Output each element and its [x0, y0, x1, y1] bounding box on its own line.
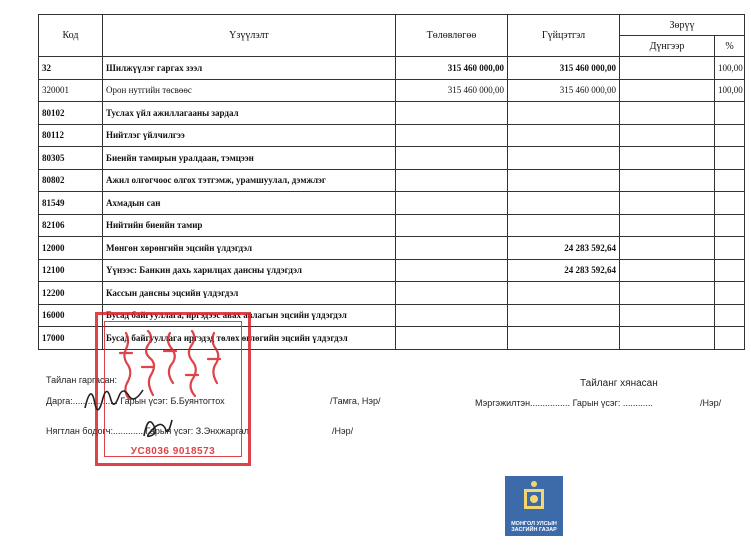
cell-indicator: Мөнгөн хөрөнгийн эцсийн үлдэгдэл: [103, 237, 396, 260]
cell-percent: [715, 237, 745, 260]
cell-code: 12200: [39, 282, 103, 305]
cell-actual: [508, 282, 620, 305]
cell-percent: [715, 259, 745, 282]
cell-percent: [715, 282, 745, 305]
cell-indicator: Үүнээс: Банкин дахь харилцах дансны үлдэгдэл: [103, 259, 396, 282]
cell-indicator: Орон нутгийн төсвөөс: [103, 79, 396, 102]
header-diff: Зөрүү: [620, 15, 745, 36]
cell-actual: [508, 169, 620, 192]
header-plan: Төлөвлөгөө: [396, 15, 508, 57]
cell-plan: [396, 237, 508, 260]
cell-code: 320001: [39, 79, 103, 102]
cell-plan: [396, 214, 508, 237]
cell-code: 80802: [39, 169, 103, 192]
cell-code: 80112: [39, 124, 103, 147]
report-table: [38, 14, 745, 350]
accountant-line: Нягтлан бодогч:.............Гарын үсэг: З.Энхжаргал: [46, 426, 250, 436]
stamp-code: УС8036 9018573: [130, 446, 216, 457]
header-percent: %: [715, 36, 745, 57]
cell-actual: [508, 327, 620, 350]
cell-actual: [508, 124, 620, 147]
header-code: Код: [39, 15, 103, 57]
cell-amount: [620, 304, 715, 327]
cell-code: 80102: [39, 102, 103, 125]
cell-percent: 100,00: [715, 57, 745, 80]
table-row: [39, 192, 745, 215]
accountant-role: /Нэр/: [332, 426, 354, 436]
cell-actual: [508, 102, 620, 125]
cell-amount: [620, 147, 715, 170]
cell-plan: 315 460 000,00: [396, 79, 508, 102]
cell-actual: [508, 147, 620, 170]
cell-indicator: Ахмадын сан: [103, 192, 396, 215]
cell-plan: [396, 169, 508, 192]
cell-amount: [620, 124, 715, 147]
cell-amount: [620, 79, 715, 102]
cell-code: 16000: [39, 304, 103, 327]
cell-percent: [715, 327, 745, 350]
reviewer-line: Мэргэжилтэн................ Гарын үсэг: ............: [475, 398, 653, 408]
table-row: [39, 124, 745, 147]
cell-plan: [396, 304, 508, 327]
cell-plan: [396, 282, 508, 305]
director-role: /Тамга, Нэр/: [330, 396, 381, 406]
cell-code: 12000: [39, 237, 103, 260]
cell-plan: [396, 147, 508, 170]
reviewer-role: /Нэр/: [700, 398, 722, 408]
table-row: [39, 57, 745, 80]
table-row: [39, 147, 745, 170]
cell-plan: [396, 124, 508, 147]
table-row: [39, 102, 745, 125]
cell-percent: [715, 124, 745, 147]
prepared-label: Тайлан гаргасан:: [46, 375, 118, 385]
cell-amount: [620, 192, 715, 215]
cell-amount: [620, 327, 715, 350]
cell-code: 82106: [39, 214, 103, 237]
header-actual: Гүйцэтгэл: [508, 15, 620, 57]
cell-code: 17000: [39, 327, 103, 350]
cell-actual: [508, 192, 620, 215]
table-row: [39, 214, 745, 237]
cell-percent: [715, 192, 745, 215]
cell-code: 81549: [39, 192, 103, 215]
cell-amount: [620, 237, 715, 260]
cell-actual: 315 460 000,00: [508, 79, 620, 102]
cell-code: 32: [39, 57, 103, 80]
cell-actual: [508, 214, 620, 237]
soyombo-icon: [505, 476, 563, 516]
cell-indicator: Нийтлэг үйлчилгээ: [103, 124, 396, 147]
cell-percent: [715, 147, 745, 170]
cell-indicator: Туслах үйл ажиллагааны зардал: [103, 102, 396, 125]
cell-plan: [396, 102, 508, 125]
table-body: [39, 57, 745, 350]
cell-plan: 315 460 000,00: [396, 57, 508, 80]
cell-amount: [620, 57, 715, 80]
cell-amount: [620, 282, 715, 305]
cell-indicator: Бусад байгууллага иргэдэд төлөх өглөгийн эцсийн үлдэгдэл: [103, 327, 396, 350]
logo-line-1: МОНГОЛ УЛСЫН: [511, 521, 557, 527]
cell-percent: [715, 169, 745, 192]
cell-plan: [396, 192, 508, 215]
cell-indicator: Кассын дансны эцсийн үлдэгдэл: [103, 282, 396, 305]
reviewed-label: Тайланг хянасан: [580, 378, 658, 389]
cell-amount: [620, 214, 715, 237]
director-line: Дарга:.................. Гарын үсэг: Б.Буянтогтох: [46, 396, 225, 406]
cell-amount: [620, 169, 715, 192]
cell-percent: [715, 214, 745, 237]
cell-amount: [620, 259, 715, 282]
cell-indicator: Нийтийн биеийн тамир: [103, 214, 396, 237]
table-row: [39, 169, 745, 192]
cell-plan: [396, 327, 508, 350]
cell-actual: [508, 304, 620, 327]
table-row: [39, 237, 745, 260]
cell-actual: 24 283 592,64: [508, 259, 620, 282]
logo-text: [505, 521, 563, 533]
cell-percent: [715, 304, 745, 327]
cell-indicator: Биеийн тамирын уралдаан, тэмцээн: [103, 147, 396, 170]
header-indicator: Үзүүлэлт: [103, 15, 396, 57]
cell-code: 80305: [39, 147, 103, 170]
table-row: [39, 259, 745, 282]
cell-indicator: Шилжүүлэг гаргах зээл: [103, 57, 396, 80]
cell-indicator: Бусад байгууллага, иргэдээс авах авлагын эцсийн үлдэгдэл: [103, 304, 396, 327]
cell-percent: 100,00: [715, 79, 745, 102]
header-amount: Дүнгээр: [620, 36, 715, 57]
cell-amount: [620, 102, 715, 125]
cell-actual: 24 283 592,64: [508, 237, 620, 260]
table-row: [39, 282, 745, 305]
cell-percent: [715, 102, 745, 125]
cell-plan: [396, 259, 508, 282]
cell-indicator: Ажил олгогчоос олгох тэтгэмж, урамшуулал, дэмжлэг: [103, 169, 396, 192]
table-row: [39, 79, 745, 102]
accountant-signature-icon: [138, 408, 174, 444]
logo-line-2: ЗАСГИЙН ГАЗАР: [511, 527, 557, 533]
cell-code: 12100: [39, 259, 103, 282]
government-logo: [505, 476, 563, 536]
cell-actual: 315 460 000,00: [508, 57, 620, 80]
